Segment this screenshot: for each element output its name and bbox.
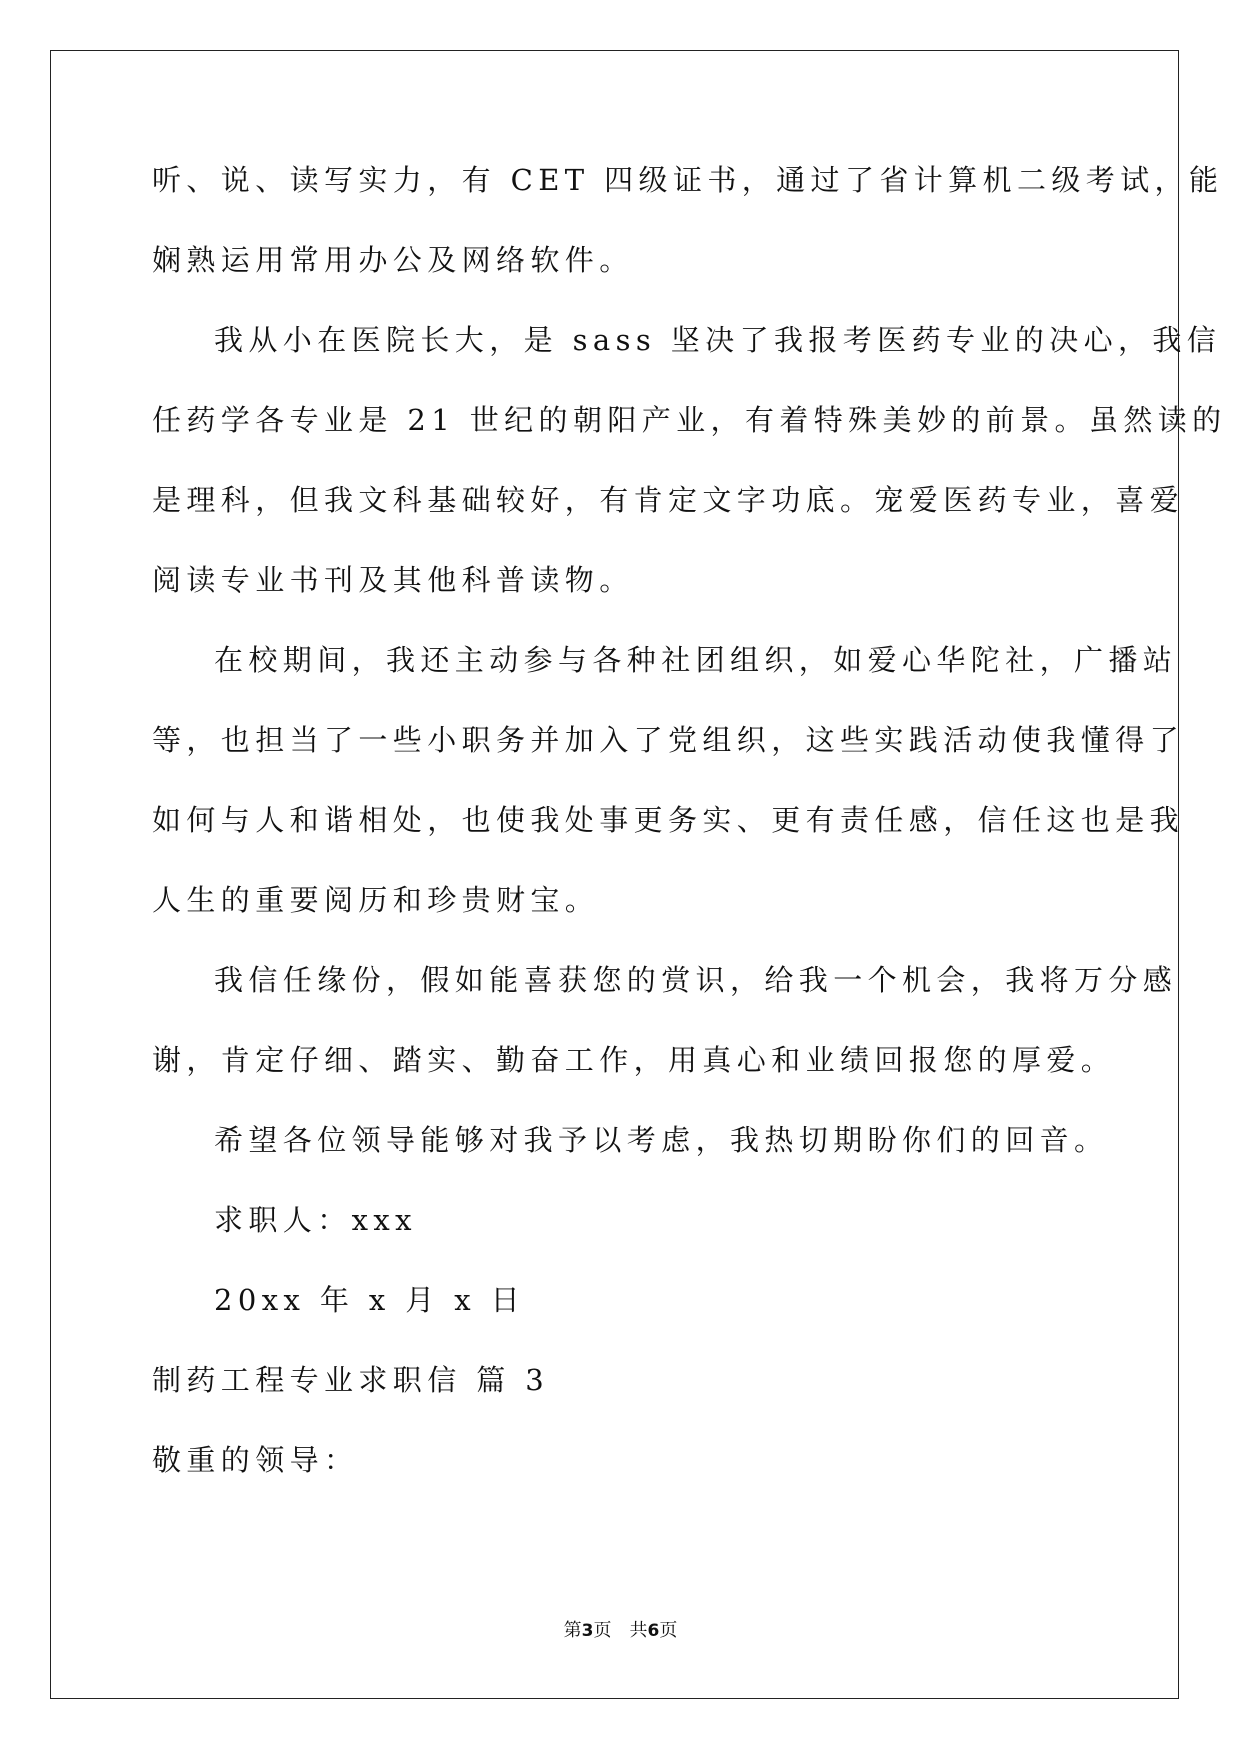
- paragraph-line: 人生的重要阅历和珍贵财宝。: [152, 883, 600, 917]
- page-number: 3: [581, 1621, 594, 1641]
- paragraph-line: 娴熟运用常用办公及网络软件。: [152, 243, 634, 277]
- page-prefix: 第: [563, 1620, 582, 1641]
- total-suffix: 页: [659, 1620, 678, 1641]
- paragraph-line: 是理科，但我文科基础较好，有肯定文字功底。宠爱医药专业，喜爱: [152, 483, 1185, 517]
- paragraph-line: 谢，肯定仔细、踏实、勤奋工作，用真心和业绩回报您的厚爱。: [152, 1043, 1116, 1077]
- date-line: 20xx 年 x 月 x 日: [214, 1283, 526, 1317]
- paragraph-line: 我从小在医院长大，是 sass 坚决了我报考医药专业的决心，我信: [214, 323, 1222, 357]
- paragraph-line: 在校期间，我还主动参与各种社团组织，如爱心华陀社，广播站: [214, 643, 1178, 677]
- closing-line: 希望各位领导能够对我予以考虑，我热切期盼你们的回音。: [214, 1123, 1109, 1157]
- page-suffix: 页: [593, 1620, 612, 1641]
- paragraph-line: 我信任缘份，假如能喜获您的赏识，给我一个机会，我将万分感: [214, 963, 1178, 997]
- paragraph-line: 等，也担当了一些小职务并加入了党组织，这些实践活动使我懂得了: [152, 723, 1185, 757]
- paragraph-line: 任药学各专业是 21 世纪的朝阳产业，有着特殊美妙的前景。虽然读的: [152, 403, 1227, 437]
- total-prefix: 共: [629, 1620, 648, 1641]
- paragraph-line: 阅读专业书刊及其他科普读物。: [152, 563, 634, 597]
- signature-line: 求职人：xxx: [214, 1203, 417, 1237]
- document-body: [152, 160, 1227, 1480]
- salutation-line: 敬重的领导：: [152, 1443, 359, 1477]
- total-pages: 6: [647, 1621, 660, 1641]
- page-footer: [0, 1616, 1241, 1642]
- paragraph-line: 听、说、读写实力，有 CET 四级证书，通过了省计算机二级考试，能: [152, 163, 1224, 197]
- paragraph-line: 如何与人和谐相处，也使我处事更务实、更有责任感，信任这也是我: [152, 803, 1185, 837]
- section-heading: 制药工程专业求职信 篇 3: [152, 1363, 550, 1397]
